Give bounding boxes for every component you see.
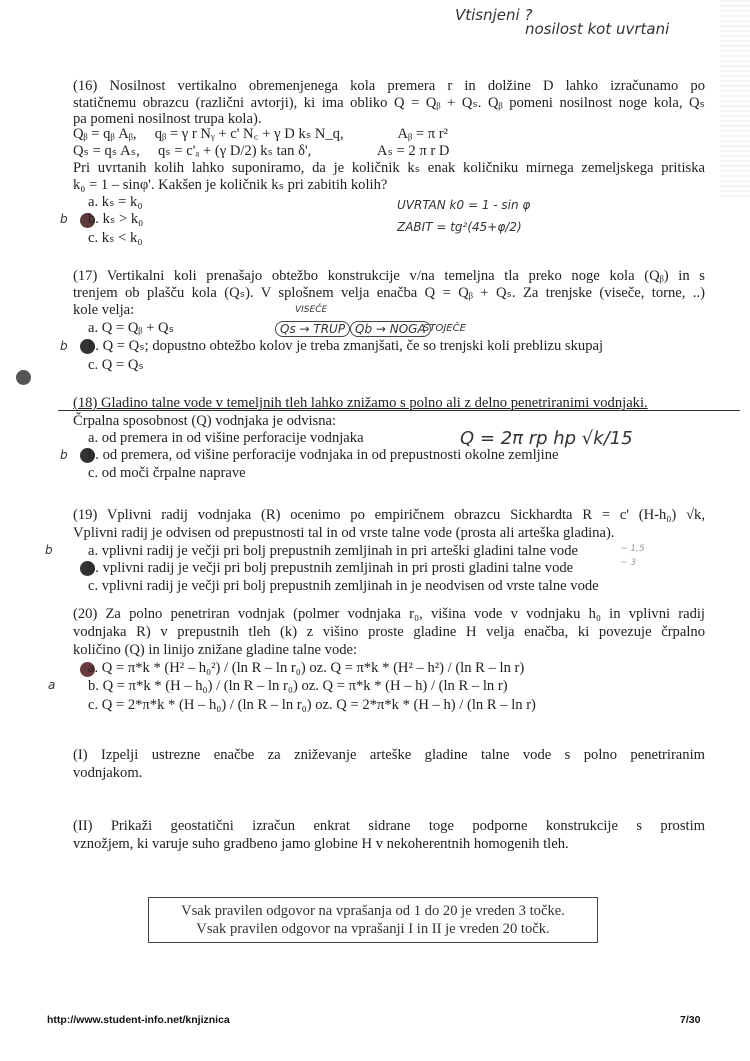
option-b: b. Q = Qₛ; dopustno obtežbo kolov je treba zmanjšati, če so trenjski koli preblizu skupaj [88,338,604,354]
handwritten-note: VISEČE [295,305,328,315]
handwritten-note: UVRTAN k0 = 1 - sin φ [397,198,531,212]
formula: Qₛ = qₛ Aₛ, qₛ = c'ₐ + (γ D/2) kₛ tan δ', Aₛ = 2 π r D [73,143,450,159]
question-16-text: (16) Nosilnost vertikalno obremenjenega kola premera r in dolžine D lahko izračunamo po [73,78,705,94]
option-b: b. Q = π*k * (H – h₀) / (ln R – ln r₀) oz. Q = π*k * (H – h) / (ln R – ln r) [88,678,508,694]
essay-question-2: vznožjem, ki varuje suho gradbeno jamo globine H v nekoherentnih homogenih tleh. [73,836,569,852]
handwritten-note: Vtisnjeni ? [455,6,533,24]
question-20-text: vodnjaka R) v prepustnih tleh (k) z višino proste gladine H velja enačba, ki povezuje črpalno [73,624,705,640]
handwritten-note: STOJEČE [423,323,466,334]
option-c: c. Q = Qₛ [88,357,144,373]
essay-question-2: (II) Prikaži geostatični izračun enkrat sidrane toge podporne konstrukcije s prostim [73,818,705,834]
option-c: c. vplivni radij je večji pri bolj prepustnih zemljinah in je neodvisen od vrste talne vode [88,578,599,594]
option-a: a. Q = π*k * (H² – h₀²) / (ln R – ln r₀) oz. Q = π*k * (H² – h²) / (ln R – ln r) [88,660,525,676]
handwritten-note: Qs → TRUP [275,321,350,337]
option-a: a. od premera in od višine perforacije vodnjaka [88,430,364,446]
option-c: c. kₛ < k₀ [88,230,143,246]
handwritten-note: ZABIT = tg²(45+φ/2) [397,220,522,234]
option-a: a. Q = Qᵦ + Qₛ [88,320,175,336]
handwritten-mark: a [48,678,56,692]
question-18-text: Črpalna sposobnost (Q) vodnjaka je odvisna: [73,413,337,429]
option-a: a. vplivni radij je večji pri bolj prepustnih zemljinah in pri arteški gladini talne vode [88,543,578,559]
question-16-text: k₀ = 1 – sinφ'. Kakšen je količnik kₛ pri zabitih kolih? [73,177,388,193]
question-17-text: trenjem ob plašču kola (Qₛ). V splošnem velja enačba Q = Qᵦ + Qₛ. Za trenjske (viseče, torne, ..) [73,285,705,301]
question-16-text: pa pomeni nosilnost trupa kola). [73,111,262,127]
footer-url[interactable]: http://www.student-info.net/knjiznica [47,1014,230,1026]
essay-question-1: (I) Izpelji ustrezne enačbe za zniževanje arteške gladine talne vode s polno penetriranim [73,747,705,763]
question-17-text: kole velja: [73,302,135,318]
handwritten-mark: b [60,212,68,226]
punch-hole [16,370,31,385]
option-a: a. kₛ = k₀ [88,194,143,210]
handwritten-note: nosilost kot uvrtani [525,20,670,38]
question-17-text: (17) Vertikalni koli prenašajo obtežbo konstrukcije v/na temeljna tla preko noge kola (Qᵦ) in s [73,268,705,284]
question-19-text: Vplivni radij je odvisen od prepustnosti tal in od vrste talne vode (prosta ali arteška gladina). [73,525,615,541]
handwritten-note: ~ 3 [620,558,637,568]
option-c: c. od moči črpalne naprave [88,465,246,481]
option-b: b. kₛ > k₀ [88,211,144,227]
scan-noise [720,0,750,200]
option-c: c. Q = 2*π*k * (H – h₀) / (ln R – ln r₀) oz. Q = 2*π*k * (H – h) / (ln R – ln r) [88,697,536,713]
option-b: b. vplivni radij je večji pri bolj prepustnih zemljinah in pri prosti gladini talne vode [88,560,574,576]
question-16-text: statičnemu obrazcu (različni avtorji), ki ima obliko Q = Qᵦ + Qₛ. Qᵦ pomeni nosilnost noge kola, Qₛ [73,95,705,111]
option-b: b. od premera, od višine perforacije vodnjaka in od prepustnosti okolne zemljine [88,447,559,463]
question-16-text: Pri uvrtanih kolih lahko suponiramo, da je količnik kₛ enak količniku mirnega zemeljskega pritiska [73,160,705,176]
essay-question-1: vodnjakom. [73,765,143,781]
question-19-text: (19) Vplivni radij vodnjaka (R) ocenimo po empiričnem obrazcu Sickhardta R = c' (H-h₀) √k, [73,507,705,523]
handwritten-note: Qb → NOGA [350,321,431,337]
scoring-line: Vsak pravilen odgovor na vprašanji I in II je vreden 20 točk. [196,921,550,937]
scoring-line: Vsak pravilen odgovor na vprašanja od 1 do 20 je vreden 3 točke. [181,903,565,919]
handwritten-mark: b [60,339,68,353]
formula: Qᵦ = qᵦ Aᵦ, qᵦ = γ r Nᵧ + c' N꜀ + γ D kₛ N_q, Aᵦ = π r² [73,126,448,142]
question-20-text: količino (Q) in linijo znižane gladine talne vode: [73,642,358,658]
handwritten-note: ~ 1,5 [620,544,645,554]
page-number: 7/30 [680,1014,701,1026]
handwritten-mark: b [45,543,53,557]
question-18-text: (18) Gladino talne vode v temeljnih tleh lahko znižamo s polno ali z delno penetriranimi vodnjaki. [73,395,648,411]
question-20-text: (20) Za polno penetriran vodnjak (polmer vodnjaka r₀, višina vode v vodnjaku h₀ in vplivni radij [73,606,705,622]
handwritten-mark: b [60,448,68,462]
handwritten-note: Q = 2π rp hp √k/15 [460,428,633,449]
scoring-box [148,897,598,943]
